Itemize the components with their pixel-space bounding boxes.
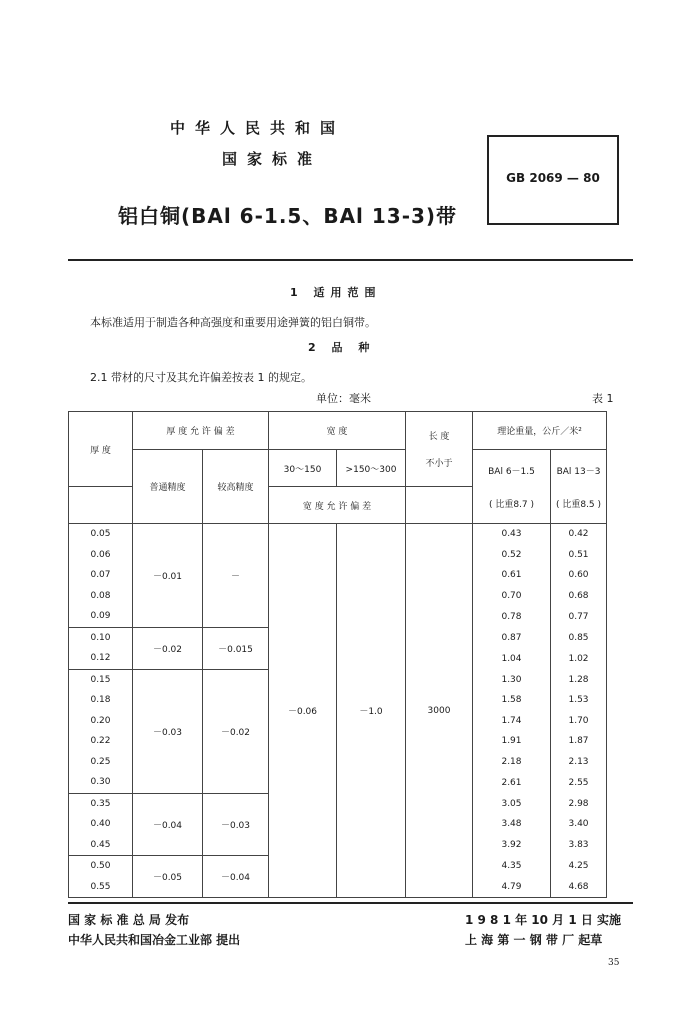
alloy1-sg: ( 比重8.7 ) (488, 499, 535, 510)
footer-drafter: 上 海 第 一 钢 带 厂 起草 (465, 933, 603, 947)
weight-alloy2-cell: 4.25 (551, 856, 607, 877)
length-value-cell: 3000 (406, 524, 473, 898)
thickness-cell: 0.08 (69, 586, 133, 607)
col-normal-precision: 普通精度 (133, 450, 203, 524)
weight-alloy2-cell: 0.60 (551, 565, 607, 586)
weight-alloy2-cell: 3.83 (551, 835, 607, 856)
alloy2-label: BAl 13－3 (556, 466, 601, 477)
thickness-cell: 0.05 (69, 524, 133, 545)
weight-alloy1-cell: 4.79 (473, 877, 551, 898)
col-width-150-300: >150～300 (337, 450, 406, 487)
weight-alloy2-cell: 1.53 (551, 690, 607, 711)
top-divider (68, 259, 633, 261)
weight-alloy2-cell: 0.85 (551, 627, 607, 648)
footer-publisher: 国 家 标 准 总 局 发布 (68, 913, 190, 927)
thickness-cell: 0.10 (69, 627, 133, 648)
normal-tol-cell: －0.05 (133, 856, 203, 898)
weight-alloy1-cell: 3.05 (473, 793, 551, 814)
standard-code: GB 2069 — 80 (506, 171, 600, 185)
thickness-cell: 0.09 (69, 606, 133, 627)
weight-alloy1-cell: 4.35 (473, 856, 551, 877)
thickness-cell: 0.20 (69, 711, 133, 732)
spec-table (68, 411, 607, 898)
table-row (69, 524, 607, 545)
weight-alloy2-cell: 1.02 (551, 648, 607, 669)
standard-code-box (487, 135, 619, 225)
width-tol-30-150-cell: －0.06 (269, 524, 337, 898)
thickness-cell: 0.35 (69, 793, 133, 814)
bottom-divider (68, 902, 633, 904)
section1-text: 本标准适用于制造各种高强度和重要用途弹簧的铝白铜带。 (90, 316, 376, 329)
width-tol-150-300-cell: －1.0 (337, 524, 406, 898)
weight-alloy1-cell: 1.30 (473, 669, 551, 690)
table-body (69, 524, 607, 898)
footer-effective-date: 1 9 8 1 年 10 月 1 日 实施 (465, 913, 622, 927)
thickness-cell: 0.15 (69, 669, 133, 690)
header-national-standard: 国家标准 (222, 150, 323, 168)
col-theoretical-weight-header: 理论重量，公斤／米² (473, 412, 607, 450)
length-min-label: 不小于 (425, 459, 453, 469)
weight-alloy2-cell: 0.68 (551, 586, 607, 607)
col-width-30-150: 30～150 (269, 450, 337, 487)
normal-tol-cell: －0.03 (133, 669, 203, 793)
col-alloy1 (473, 450, 551, 524)
alloy1-label: BAl 6－1.5 (488, 466, 535, 477)
weight-alloy2-cell: 1.70 (551, 711, 607, 732)
weight-alloy1-cell: 1.74 (473, 711, 551, 732)
col-width-header: 宽 度 (269, 412, 406, 450)
normal-tol-cell: －0.01 (133, 524, 203, 628)
weight-alloy2-cell: 0.51 (551, 545, 607, 566)
thickness-cell: 0.22 (69, 731, 133, 752)
weight-alloy1-cell: 2.18 (473, 752, 551, 773)
thickness-cell: 0.50 (69, 856, 133, 877)
weight-alloy1-cell: 1.58 (473, 690, 551, 711)
weight-alloy2-cell: 3.40 (551, 814, 607, 835)
weight-alloy2-cell: 4.68 (551, 877, 607, 898)
weight-alloy1-cell: 0.61 (473, 565, 551, 586)
higher-tol-cell: －0.03 (203, 793, 269, 856)
thickness-cell: 0.45 (69, 835, 133, 856)
weight-alloy1-cell: 3.48 (473, 814, 551, 835)
col-width-tol-header: 宽 度 允 许 偏 差 (269, 487, 406, 524)
higher-tol-cell: － (203, 524, 269, 628)
higher-tol-cell: －0.015 (203, 627, 269, 669)
length-label: 长 度 (428, 432, 450, 442)
alloy2-sg: ( 比重8.5 ) (555, 499, 602, 510)
weight-alloy1-cell: 1.91 (473, 731, 551, 752)
table-label: 表 1 (592, 392, 614, 405)
weight-alloy1-cell: 0.87 (473, 627, 551, 648)
page-number: 35 (608, 958, 620, 968)
col-thickness-header: 厚 度 (69, 412, 133, 487)
weight-alloy2-cell: 0.42 (551, 524, 607, 545)
section1-heading: 1 适用范围 (290, 286, 382, 299)
weight-alloy1-cell: 3.92 (473, 835, 551, 856)
thickness-cell: 0.25 (69, 752, 133, 773)
weight-alloy1-cell: 0.52 (473, 545, 551, 566)
weight-alloy2-cell: 2.13 (551, 752, 607, 773)
higher-tol-cell: －0.04 (203, 856, 269, 898)
weight-alloy1-cell: 0.43 (473, 524, 551, 545)
section2-heading: 2 品 种 (308, 341, 376, 354)
weight-alloy1-cell: 1.04 (473, 648, 551, 669)
header-country: 中华人民共和国 (170, 119, 346, 137)
normal-tol-cell: －0.04 (133, 793, 203, 856)
footer-proposer: 中华人民共和国冶金工业部 提出 (68, 933, 241, 947)
thickness-cell: 0.07 (69, 565, 133, 586)
table-unit: 单位：毫米 (316, 392, 371, 405)
page-title: 铝白铜(BAl 6-1.5、BAl 13-3)带 (118, 204, 458, 228)
weight-alloy2-cell: 0.77 (551, 606, 607, 627)
normal-tol-cell: －0.02 (133, 627, 203, 669)
weight-alloy1-cell: 0.78 (473, 606, 551, 627)
col-length-header (406, 412, 473, 487)
thickness-cell: 0.18 (69, 690, 133, 711)
higher-tol-cell: －0.02 (203, 669, 269, 793)
weight-alloy2-cell: 1.87 (551, 731, 607, 752)
weight-alloy2-cell: 1.28 (551, 669, 607, 690)
thickness-cell: 0.30 (69, 772, 133, 793)
weight-alloy2-cell: 2.98 (551, 793, 607, 814)
col-higher-precision: 较高精度 (203, 450, 269, 524)
weight-alloy1-cell: 2.61 (473, 772, 551, 793)
col-thickness-tol-header: 厚 度 允 许 偏 差 (133, 412, 269, 450)
thickness-cell: 0.40 (69, 814, 133, 835)
section2-text: 2.1 带材的尺寸及其允许偏差按表 1 的规定。 (90, 371, 312, 384)
weight-alloy2-cell: 2.55 (551, 772, 607, 793)
thickness-cell: 0.06 (69, 545, 133, 566)
thickness-cell: 0.12 (69, 648, 133, 669)
col-alloy2 (551, 450, 607, 524)
thickness-cell: 0.55 (69, 877, 133, 898)
weight-alloy1-cell: 0.70 (473, 586, 551, 607)
